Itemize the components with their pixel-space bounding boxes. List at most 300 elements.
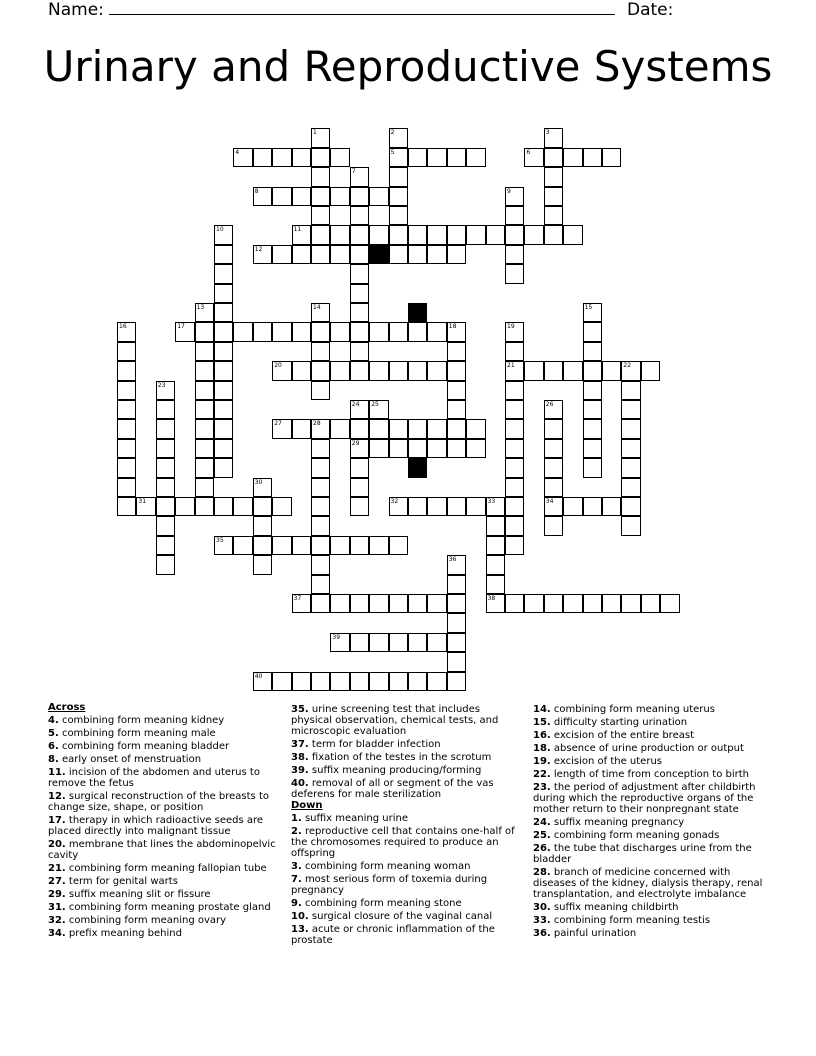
grid-cell[interactable]: [330, 322, 349, 341]
grid-cell[interactable]: [583, 303, 602, 322]
grid-cell[interactable]: [350, 419, 369, 438]
grid-cell[interactable]: [563, 594, 582, 613]
grid-cell[interactable]: [447, 652, 466, 671]
grid-cell[interactable]: [563, 361, 582, 380]
grid-cell[interactable]: [369, 536, 388, 555]
grid-cell[interactable]: [466, 225, 485, 244]
grid-cell[interactable]: [602, 361, 621, 380]
grid-cell[interactable]: [447, 245, 466, 264]
grid-cell[interactable]: [447, 361, 466, 380]
grid-cell[interactable]: [505, 458, 524, 477]
grid-cell[interactable]: [311, 381, 330, 400]
grid-cell[interactable]: [641, 594, 660, 613]
clue-number: 28.: [533, 867, 551, 878]
grid-cell[interactable]: [195, 322, 214, 341]
grid-cell[interactable]: [350, 594, 369, 613]
grid-cell[interactable]: [544, 225, 563, 244]
grid-cell[interactable]: [292, 322, 311, 341]
grid-cell[interactable]: [621, 381, 640, 400]
grid-cell[interactable]: [505, 361, 524, 380]
grid-cell[interactable]: [486, 594, 505, 613]
grid-cell[interactable]: [544, 400, 563, 419]
grid-cell[interactable]: [447, 555, 466, 574]
grid-cell[interactable]: [330, 148, 349, 167]
grid-cell[interactable]: [117, 361, 136, 380]
grid-cell[interactable]: [447, 148, 466, 167]
grid-cell[interactable]: [583, 342, 602, 361]
grid-cell[interactable]: [214, 303, 233, 322]
grid-cell[interactable]: [292, 419, 311, 438]
grid-cell[interactable]: [311, 128, 330, 147]
grid-cell[interactable]: [427, 361, 446, 380]
grid-cell[interactable]: [389, 128, 408, 147]
grid-cell[interactable]: [466, 148, 485, 167]
grid-cell[interactable]: [311, 187, 330, 206]
grid-cell[interactable]: [369, 594, 388, 613]
grid-cell[interactable]: [311, 206, 330, 225]
grid-cell[interactable]: [311, 303, 330, 322]
grid-cell[interactable]: [408, 633, 427, 652]
grid-cell[interactable]: [505, 536, 524, 555]
grid-cell[interactable]: [272, 361, 291, 380]
grid-cell[interactable]: [233, 536, 252, 555]
grid-cell[interactable]: [195, 478, 214, 497]
grid-cell[interactable]: [272, 419, 291, 438]
clue-text: excision of the uterus: [550, 756, 662, 767]
grid-cell[interactable]: [389, 594, 408, 613]
grid-cell[interactable]: [156, 381, 175, 400]
grid-cell[interactable]: [583, 439, 602, 458]
grid-cell[interactable]: [350, 187, 369, 206]
grid-cell[interactable]: [621, 458, 640, 477]
grid-cell[interactable]: [195, 419, 214, 438]
grid-cell[interactable]: [389, 206, 408, 225]
grid-cell[interactable]: [621, 497, 640, 516]
clue-text: term for genital warts: [65, 876, 178, 887]
grid-cell[interactable]: [311, 516, 330, 535]
grid-cell[interactable]: [214, 225, 233, 244]
grid-cell[interactable]: [350, 322, 369, 341]
grid-cell[interactable]: [427, 419, 446, 438]
grid-cell[interactable]: [447, 439, 466, 458]
grid-cell[interactable]: [544, 478, 563, 497]
grid-cell[interactable]: [272, 672, 291, 691]
grid-cell[interactable]: [447, 672, 466, 691]
grid-cell[interactable]: [292, 361, 311, 380]
grid-cell[interactable]: [408, 419, 427, 438]
grid-cell[interactable]: [505, 594, 524, 613]
grid-cell[interactable]: [311, 342, 330, 361]
grid-cell[interactable]: [583, 400, 602, 419]
grid-cell[interactable]: [505, 439, 524, 458]
grid-cell[interactable]: [621, 400, 640, 419]
grid-cell[interactable]: [369, 419, 388, 438]
grid-cell[interactable]: [195, 400, 214, 419]
grid-cell[interactable]: [563, 225, 582, 244]
grid-cell[interactable]: [195, 303, 214, 322]
grid-cell[interactable]: [544, 148, 563, 167]
grid-cell[interactable]: [369, 633, 388, 652]
grid-cell[interactable]: [330, 225, 349, 244]
grid-cell[interactable]: [389, 633, 408, 652]
grid-cell[interactable]: [330, 672, 349, 691]
grid-cell[interactable]: [524, 148, 543, 167]
grid-cell[interactable]: [486, 497, 505, 516]
grid-cell[interactable]: [408, 322, 427, 341]
grid-cell[interactable]: [369, 225, 388, 244]
grid-cell[interactable]: [505, 264, 524, 283]
clue-text: combining form meaning gonads: [550, 830, 720, 841]
grid-cell[interactable]: [427, 148, 446, 167]
grid-cell[interactable]: [389, 167, 408, 186]
grid-cell[interactable]: [214, 342, 233, 361]
grid-cell[interactable]: [272, 322, 291, 341]
grid-cell[interactable]: [311, 536, 330, 555]
grid-cell[interactable]: [505, 381, 524, 400]
grid-cell[interactable]: [156, 458, 175, 477]
clue-number: 3: [545, 129, 550, 137]
grid-cell[interactable]: [195, 361, 214, 380]
grid-cell[interactable]: [641, 361, 660, 380]
grid-cell[interactable]: [311, 148, 330, 167]
grid-cell[interactable]: [369, 672, 388, 691]
grid-cell[interactable]: [447, 322, 466, 341]
grid-cell[interactable]: [350, 478, 369, 497]
grid-cell[interactable]: [427, 245, 446, 264]
grid-cell[interactable]: [214, 497, 233, 516]
grid-cell[interactable]: [408, 361, 427, 380]
grid-cell[interactable]: [253, 478, 272, 497]
grid-cell[interactable]: [660, 594, 679, 613]
grid-cell[interactable]: [350, 264, 369, 283]
grid-cell[interactable]: [214, 264, 233, 283]
grid-cell[interactable]: [505, 245, 524, 264]
grid-cell[interactable]: [175, 322, 194, 341]
grid-cell[interactable]: [544, 128, 563, 147]
grid-cell[interactable]: [447, 497, 466, 516]
grid-cell[interactable]: [350, 497, 369, 516]
grid-cell[interactable]: [117, 458, 136, 477]
grid-cell[interactable]: [272, 187, 291, 206]
grid-cell[interactable]: [505, 478, 524, 497]
clue-number: 35: [216, 536, 224, 544]
grid-cell[interactable]: [583, 497, 602, 516]
grid-cell[interactable]: [253, 148, 272, 167]
grid-cell[interactable]: [214, 458, 233, 477]
clue-item: [533, 867, 773, 900]
grid-cell[interactable]: [505, 206, 524, 225]
grid-cell[interactable]: [447, 225, 466, 244]
grid-cell[interactable]: [195, 342, 214, 361]
grid-cell[interactable]: [195, 381, 214, 400]
grid-cell[interactable]: [408, 245, 427, 264]
grid-cell[interactable]: [466, 497, 485, 516]
grid-cell[interactable]: [544, 206, 563, 225]
grid-cell[interactable]: [253, 245, 272, 264]
grid-cell[interactable]: [505, 516, 524, 535]
grid-cell[interactable]: [447, 575, 466, 594]
grid-cell[interactable]: [233, 497, 252, 516]
grid-cell[interactable]: [292, 187, 311, 206]
grid-cell[interactable]: [505, 497, 524, 516]
grid-cell[interactable]: [311, 575, 330, 594]
grid-cell[interactable]: [330, 245, 349, 264]
grid-cell[interactable]: [272, 536, 291, 555]
grid-cell[interactable]: [389, 419, 408, 438]
grid-cell[interactable]: [214, 284, 233, 303]
grid-cell[interactable]: [311, 439, 330, 458]
grid-cell[interactable]: [408, 672, 427, 691]
grid-cell[interactable]: [311, 361, 330, 380]
grid-cell[interactable]: [447, 381, 466, 400]
grid-cell[interactable]: [544, 458, 563, 477]
grid-cell[interactable]: [389, 672, 408, 691]
grid-cell[interactable]: [427, 497, 446, 516]
grid-cell[interactable]: [486, 516, 505, 535]
grid-cell[interactable]: [156, 516, 175, 535]
grid-cell[interactable]: [505, 187, 524, 206]
grid-cell[interactable]: [253, 187, 272, 206]
grid-cell[interactable]: [253, 555, 272, 574]
grid-cell[interactable]: [311, 458, 330, 477]
grid-cell[interactable]: [505, 322, 524, 341]
grid-cell[interactable]: [563, 497, 582, 516]
grid-cell[interactable]: [505, 225, 524, 244]
grid-cell[interactable]: [621, 419, 640, 438]
grid-cell[interactable]: [292, 672, 311, 691]
grid-cell[interactable]: [583, 322, 602, 341]
grid-cell[interactable]: [311, 672, 330, 691]
grid-cell[interactable]: [389, 245, 408, 264]
grid-cell[interactable]: [292, 594, 311, 613]
grid-cell[interactable]: [330, 536, 349, 555]
grid-cell[interactable]: [117, 419, 136, 438]
grid-cell[interactable]: [117, 497, 136, 516]
grid-cell[interactable]: [350, 284, 369, 303]
grid-cell[interactable]: [583, 361, 602, 380]
grid-cell[interactable]: [311, 594, 330, 613]
grid-cell[interactable]: [466, 419, 485, 438]
grid-cell[interactable]: [195, 497, 214, 516]
grid-cell[interactable]: [369, 322, 388, 341]
grid-cell[interactable]: [311, 322, 330, 341]
grid-cell[interactable]: [408, 439, 427, 458]
grid-cell[interactable]: [389, 536, 408, 555]
grid-cell[interactable]: [156, 497, 175, 516]
grid-cell[interactable]: [195, 439, 214, 458]
grid-cell[interactable]: [253, 322, 272, 341]
grid-cell[interactable]: [544, 419, 563, 438]
grid-cell[interactable]: [486, 536, 505, 555]
grid-cell[interactable]: [486, 575, 505, 594]
grid-cell[interactable]: [156, 555, 175, 574]
grid-cell[interactable]: [350, 361, 369, 380]
grid-cell[interactable]: [389, 361, 408, 380]
grid-cell[interactable]: [350, 206, 369, 225]
grid-cell[interactable]: [214, 439, 233, 458]
grid-cell[interactable]: [544, 497, 563, 516]
grid-cell[interactable]: [408, 497, 427, 516]
grid-cell[interactable]: [292, 245, 311, 264]
grid-cell[interactable]: [272, 245, 291, 264]
grid-cell[interactable]: [292, 536, 311, 555]
grid-cell[interactable]: [117, 342, 136, 361]
grid-cell[interactable]: [292, 225, 311, 244]
clue-item: [291, 778, 523, 800]
grid-cell[interactable]: [544, 516, 563, 535]
grid-cell[interactable]: [156, 439, 175, 458]
grid-cell[interactable]: [447, 400, 466, 419]
grid-cell[interactable]: [563, 148, 582, 167]
grid-cell[interactable]: [214, 536, 233, 555]
grid-cell[interactable]: [117, 439, 136, 458]
grid-cell[interactable]: [156, 536, 175, 555]
grid-cell[interactable]: [505, 419, 524, 438]
grid-cell[interactable]: [214, 419, 233, 438]
grid-cell[interactable]: [621, 361, 640, 380]
clue-item: [533, 717, 773, 728]
grid-cell[interactable]: [621, 478, 640, 497]
grid-cell[interactable]: [505, 400, 524, 419]
grid-cell[interactable]: [369, 439, 388, 458]
grid-cell[interactable]: [214, 381, 233, 400]
grid-cell[interactable]: [544, 594, 563, 613]
grid-cell[interactable]: [369, 187, 388, 206]
grid-cell[interactable]: [369, 400, 388, 419]
grid-cell[interactable]: [505, 342, 524, 361]
grid-cell[interactable]: [544, 439, 563, 458]
grid-cell[interactable]: [350, 400, 369, 419]
grid-cell[interactable]: [389, 187, 408, 206]
grid-cell[interactable]: [583, 594, 602, 613]
grid-cell[interactable]: [621, 516, 640, 535]
grid-cell[interactable]: [427, 225, 446, 244]
grid-cell[interactable]: [602, 148, 621, 167]
grid-cell[interactable]: [602, 594, 621, 613]
grid-cell[interactable]: [389, 148, 408, 167]
grid-cell[interactable]: [330, 633, 349, 652]
grid-cell[interactable]: [253, 516, 272, 535]
grid-cell[interactable]: [272, 148, 291, 167]
grid-cell[interactable]: [583, 148, 602, 167]
grid-cell[interactable]: [156, 400, 175, 419]
grid-cell[interactable]: [447, 633, 466, 652]
grid-cell[interactable]: [602, 497, 621, 516]
clue-number: 34.: [48, 928, 66, 939]
grid-cell[interactable]: [447, 342, 466, 361]
grid-cell[interactable]: [369, 361, 388, 380]
grid-cell[interactable]: [117, 322, 136, 341]
grid-cell[interactable]: [427, 439, 446, 458]
grid-cell[interactable]: [544, 361, 563, 380]
grid-cell[interactable]: [350, 458, 369, 477]
grid-cell[interactable]: [330, 361, 349, 380]
grid-cell[interactable]: [272, 497, 291, 516]
grid-cell[interactable]: [233, 148, 252, 167]
grid-cell[interactable]: [524, 361, 543, 380]
grid-cell[interactable]: [136, 497, 155, 516]
grid-cell[interactable]: [117, 381, 136, 400]
grid-cell[interactable]: [447, 419, 466, 438]
grid-cell[interactable]: [621, 439, 640, 458]
grid-cell[interactable]: [389, 225, 408, 244]
grid-cell[interactable]: [117, 478, 136, 497]
grid-cell[interactable]: [486, 555, 505, 574]
grid-cell[interactable]: [311, 167, 330, 186]
grid-cell[interactable]: [214, 245, 233, 264]
grid-cell[interactable]: [156, 419, 175, 438]
grid-cell[interactable]: [408, 148, 427, 167]
grid-cell[interactable]: [311, 245, 330, 264]
grid-cell[interactable]: [389, 497, 408, 516]
grid-cell[interactable]: [427, 594, 446, 613]
grid-cell[interactable]: [253, 672, 272, 691]
grid-cell[interactable]: [350, 342, 369, 361]
grid-cell[interactable]: [350, 439, 369, 458]
grid-cell[interactable]: [350, 536, 369, 555]
grid-cell[interactable]: [311, 478, 330, 497]
grid-cell[interactable]: [583, 419, 602, 438]
grid-cell[interactable]: [233, 322, 252, 341]
grid-cell[interactable]: [389, 322, 408, 341]
grid-cell[interactable]: [330, 594, 349, 613]
grid-cell[interactable]: [330, 419, 349, 438]
grid-cell[interactable]: [524, 594, 543, 613]
grid-cell[interactable]: [583, 381, 602, 400]
grid-cell[interactable]: [447, 594, 466, 613]
grid-cell[interactable]: [389, 439, 408, 458]
grid-cell[interactable]: [350, 225, 369, 244]
grid-cell[interactable]: [195, 458, 214, 477]
grid-cell[interactable]: [350, 303, 369, 322]
grid-cell[interactable]: [524, 225, 543, 244]
grid-cell[interactable]: [311, 497, 330, 516]
grid-cell[interactable]: [350, 633, 369, 652]
grid-cell[interactable]: [447, 613, 466, 632]
grid-cell[interactable]: [427, 322, 446, 341]
grid-cell[interactable]: [408, 594, 427, 613]
grid-cell[interactable]: [350, 672, 369, 691]
grid-cell[interactable]: [214, 400, 233, 419]
grid-cell[interactable]: [311, 419, 330, 438]
grid-cell[interactable]: [544, 167, 563, 186]
grid-cell[interactable]: [583, 458, 602, 477]
grid-cell[interactable]: [466, 439, 485, 458]
grid-cell[interactable]: [427, 633, 446, 652]
grid-cell[interactable]: [117, 400, 136, 419]
grid-cell[interactable]: [350, 167, 369, 186]
grid-cell[interactable]: [486, 225, 505, 244]
grid-cell[interactable]: [214, 361, 233, 380]
grid-cell[interactable]: [214, 322, 233, 341]
clue-text: acute or chronic inflammation of the prostate: [291, 924, 495, 946]
grid-cell[interactable]: [311, 225, 330, 244]
grid-cell[interactable]: [156, 478, 175, 497]
grid-cell[interactable]: [544, 187, 563, 206]
grid-cell[interactable]: [253, 497, 272, 516]
clue-text: surgical reconstruction of the breasts to change size, shape, or position: [48, 791, 269, 813]
grid-cell[interactable]: [427, 672, 446, 691]
grid-cell[interactable]: [292, 148, 311, 167]
grid-cell[interactable]: [621, 594, 640, 613]
grid-cell[interactable]: [311, 555, 330, 574]
grid-cell[interactable]: [408, 225, 427, 244]
grid-cell[interactable]: [253, 536, 272, 555]
grid-cell[interactable]: [175, 497, 194, 516]
grid-cell[interactable]: [350, 245, 369, 264]
grid-cell[interactable]: [330, 187, 349, 206]
clue-number: 21: [507, 362, 515, 370]
